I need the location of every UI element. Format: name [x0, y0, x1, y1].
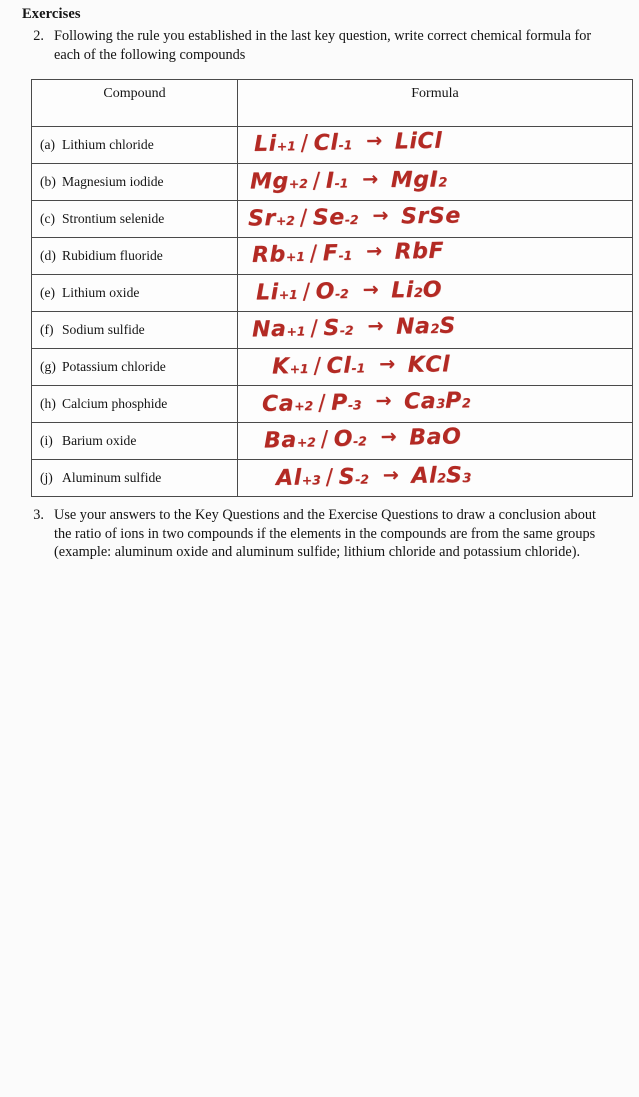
formula-subscript: 2	[413, 285, 423, 302]
compound-name-cell	[32, 349, 238, 386]
resulting-formula	[391, 167, 448, 193]
anion: O	[315, 279, 336, 305]
anion: Se	[312, 205, 345, 231]
column-header-compound: Compound	[32, 80, 238, 127]
separator-slash: /	[320, 427, 329, 453]
compound-name: Sodium sulfide	[62, 322, 145, 337]
formula-symbol: Na	[395, 314, 431, 340]
formula-symbol: S	[439, 313, 457, 339]
handwritten-answer	[272, 352, 451, 379]
handwritten-answer	[262, 388, 471, 417]
separator-slash: /	[300, 131, 309, 157]
anion: S	[323, 315, 341, 342]
formula-subscript: 2	[437, 471, 447, 487]
cation: Ba	[263, 427, 298, 454]
arrow-icon: →	[380, 425, 398, 449]
handwritten-formula-cell	[238, 423, 633, 460]
cation-charge: +1	[278, 287, 298, 303]
item-text: Following the rule you established in the last key question, write correct chemical formula for each of the following compounds	[54, 28, 592, 63]
cation: Al	[275, 465, 302, 491]
arrow-icon: →	[367, 314, 385, 338]
handwritten-answer	[248, 204, 461, 232]
separator-slash: /	[302, 279, 311, 305]
ion-pair	[256, 279, 349, 305]
anion: S	[338, 464, 356, 491]
page-title: Exercises	[22, 6, 81, 22]
anion-charge: -2	[334, 287, 349, 302]
item-number: 2.	[33, 28, 44, 44]
handwritten-answer	[252, 314, 456, 343]
handwritten-answer	[254, 129, 443, 157]
compound-name: Lithium oxide	[62, 285, 140, 300]
ion-pair	[264, 426, 367, 453]
cation: Ca	[261, 391, 295, 417]
formula-symbol: Al	[411, 463, 438, 489]
table-header-row	[32, 80, 633, 127]
anion-charge: -1	[351, 361, 366, 376]
resulting-formula	[394, 239, 444, 265]
ion-pair	[252, 316, 354, 343]
arrow-icon: →	[382, 464, 400, 487]
row-label: (i)	[40, 433, 53, 448]
arrow-icon: →	[375, 389, 393, 413]
compound-formula-table	[31, 79, 633, 497]
separator-slash: /	[317, 390, 327, 417]
compound-name-cell	[32, 275, 238, 312]
arrow-icon: →	[362, 168, 379, 191]
table-row	[32, 275, 633, 312]
ion-pair	[248, 205, 359, 232]
compound-name-cell	[32, 201, 238, 238]
compound-name: Strontium selenide	[62, 211, 165, 226]
compound-name: Barium oxide	[62, 433, 137, 448]
resulting-formula	[409, 424, 462, 450]
row-label: (g)	[40, 359, 56, 374]
formula-subscript: 3	[436, 396, 446, 412]
ion-pair	[276, 465, 369, 491]
row-label: (b)	[40, 174, 56, 189]
resulting-formula	[396, 314, 456, 340]
formula-symbol: Rb	[394, 238, 429, 265]
row-label: (j)	[40, 470, 53, 485]
separator-slash: /	[313, 353, 322, 379]
anion: O	[333, 426, 354, 453]
anion-charge: -1	[338, 138, 353, 153]
cation-charge: +1	[286, 324, 306, 339]
handwritten-answer	[250, 167, 448, 194]
arrow-icon: →	[372, 204, 390, 227]
formula-symbol: Li	[390, 278, 415, 304]
handwritten-formula-cell	[238, 312, 633, 349]
ion-pair	[252, 241, 353, 268]
cation-charge: +3	[301, 473, 321, 488]
row-label: (d)	[40, 248, 56, 263]
row-label: (c)	[40, 211, 56, 226]
formula-symbol: Se	[428, 203, 462, 229]
row-label: (f)	[40, 322, 54, 337]
anion-charge: -1	[338, 248, 353, 264]
resulting-formula	[391, 278, 442, 304]
compound-name-cell	[32, 312, 238, 349]
separator-slash: /	[299, 205, 308, 231]
formula-symbol: S	[445, 463, 463, 489]
item-text: Use your answers to the Key Questions and the Exercise Questions to draw a conclusion about the ratio of ions in two compounds if the elements in the compounds are from the same groups (example: aluminum oxide and aluminum sulfide; lithium chloride and potassium chloride).	[54, 507, 596, 561]
formula-subscript: 2	[430, 321, 440, 338]
resulting-formula	[401, 204, 461, 230]
anion-charge: -2	[352, 434, 367, 449]
table-row	[32, 423, 633, 460]
ion-pair	[272, 353, 365, 379]
cation-charge: +1	[285, 249, 305, 265]
handwritten-formula-cell	[238, 349, 633, 386]
resulting-formula	[411, 463, 471, 489]
anion: P	[330, 390, 349, 416]
anion-charge: -1	[334, 176, 349, 191]
arrow-icon: →	[365, 240, 383, 263]
formula-symbol: Mg	[390, 167, 430, 194]
compound-name-cell	[32, 238, 238, 275]
ion-pair	[254, 130, 353, 157]
separator-slash: /	[312, 168, 321, 194]
anion-charge: -2	[355, 472, 369, 487]
cation-charge: +2	[296, 435, 316, 450]
table-row	[32, 238, 633, 275]
row-label: (a)	[40, 137, 56, 152]
formula-symbol: I	[429, 167, 439, 193]
table-row	[32, 127, 633, 164]
exercise-item-3	[22, 506, 622, 562]
cation: Sr	[247, 206, 277, 232]
compound-name: Lithium chloride	[62, 137, 154, 152]
anion-charge: -3	[347, 398, 362, 413]
handwritten-answer	[264, 424, 462, 453]
separator-slash: /	[325, 465, 334, 491]
formula-symbol: F	[428, 238, 445, 264]
formula-symbol: Li	[394, 129, 418, 155]
formula-subscript: 2	[461, 396, 471, 412]
handwritten-formula-cell	[238, 164, 633, 201]
compound-name: Calcium phosphide	[62, 396, 168, 411]
anion-charge: -2	[344, 212, 359, 228]
formula-symbol: Ca	[403, 388, 437, 415]
compound-name-cell	[32, 386, 238, 423]
formula-symbol: O	[441, 424, 462, 450]
separator-slash: /	[310, 316, 319, 342]
handwritten-answer	[276, 463, 472, 491]
cation-charge: +1	[276, 139, 296, 154]
resulting-formula	[404, 388, 471, 414]
ion-pair	[250, 168, 348, 194]
handwritten-formula-cell	[238, 201, 633, 238]
handwritten-formula-cell	[238, 275, 633, 312]
table-row	[32, 201, 633, 238]
table-row	[32, 349, 633, 386]
formula-symbol: Ba	[408, 424, 443, 451]
formula-symbol: Cl	[417, 128, 443, 155]
formula-symbol: P	[444, 388, 463, 414]
cation-charge: +2	[275, 213, 295, 229]
cation: Na	[251, 316, 287, 343]
table-row	[32, 386, 633, 423]
handwritten-formula-cell	[238, 127, 633, 164]
anion: I	[325, 168, 335, 194]
ion-pair	[262, 390, 362, 417]
formula-symbol: Sr	[400, 203, 430, 230]
anion: F	[322, 241, 339, 267]
cation-charge: +2	[294, 399, 314, 414]
table-row	[32, 164, 633, 201]
column-header-formula: Formula	[238, 80, 633, 127]
cation-charge: +1	[289, 362, 309, 377]
arrow-icon: →	[366, 129, 383, 153]
compound-name-cell	[32, 423, 238, 460]
resulting-formula	[408, 352, 451, 378]
formula-symbol: Cl	[425, 352, 451, 378]
cation: Li	[253, 131, 277, 157]
handwritten-formula-cell	[238, 238, 633, 275]
formula-subscript: 3	[462, 470, 472, 487]
handwritten-answer	[252, 239, 445, 268]
anion-charge: -2	[339, 323, 354, 338]
arrow-icon: →	[378, 352, 396, 376]
compound-name: Magnesium iodide	[62, 174, 164, 189]
compound-name: Rubidium fluoride	[62, 248, 163, 263]
formula-symbol: K	[407, 352, 426, 378]
handwritten-answer	[256, 278, 443, 306]
item-number: 3.	[33, 507, 44, 523]
compound-name-cell	[32, 164, 238, 201]
anion: Cl	[313, 130, 339, 156]
compound-name: Potassium chloride	[62, 359, 166, 374]
cation: Mg	[249, 169, 289, 195]
compound-name: Aluminum sulfide	[62, 470, 162, 485]
cation: Li	[255, 280, 279, 306]
exercise-item-2	[22, 27, 592, 64]
formula-symbol: O	[422, 277, 443, 303]
row-label: (e)	[40, 285, 56, 300]
cation: Rb	[251, 242, 287, 268]
anion: Cl	[326, 353, 352, 379]
handwritten-formula-cell	[238, 460, 633, 497]
table-row	[32, 460, 633, 497]
cation-charge: +2	[288, 176, 308, 192]
resulting-formula	[395, 129, 443, 155]
row-label: (h)	[40, 396, 56, 411]
separator-slash: /	[309, 241, 319, 267]
table-row	[32, 312, 633, 349]
formula-subscript: 2	[438, 175, 448, 191]
compound-name-cell	[32, 460, 238, 497]
compound-name-cell	[32, 127, 238, 164]
cation: K	[271, 354, 290, 380]
handwritten-formula-cell	[238, 386, 633, 423]
arrow-icon: →	[362, 278, 380, 301]
